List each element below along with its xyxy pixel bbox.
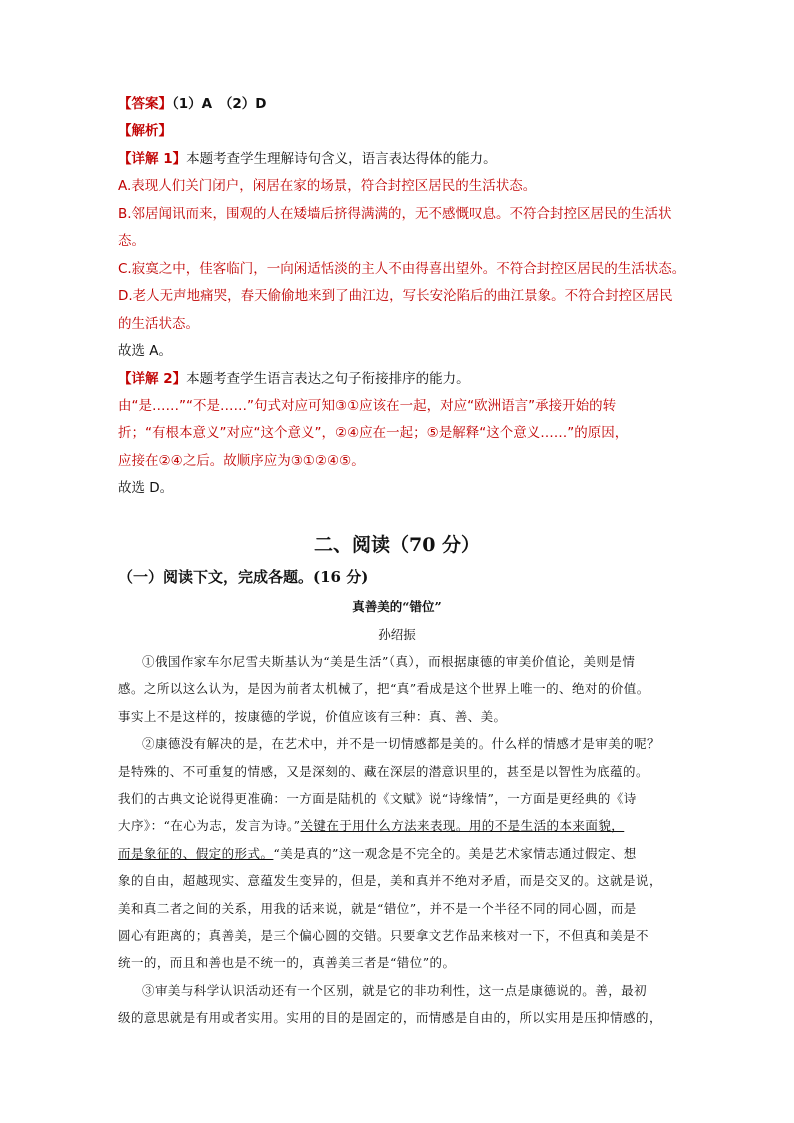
article-title: 真善美的“错位”	[352, 599, 442, 614]
detail2-line: 折；“有根本意义”对应“这个意义”，②④应在一起；⑤是解释“这个意义……”的原因，	[118, 425, 629, 441]
analysis-line	[118, 122, 698, 140]
paragraph-line: 美和真二者之间的关系，用我的话来说，就是“错位”，并不是一个半径不同的同心圆，而是	[118, 900, 637, 916]
answer-text: （1）A （2）D	[172, 96, 267, 112]
detail2-line: 应接在②④之后。故顺序应为③①②④⑤。	[118, 453, 365, 469]
paragraph-text: 大序》：“在心为志，发言为诗。”	[118, 818, 301, 834]
detail1-line: A.表现人们关门闭户，闲居在家的场景，符合封控区居民的生活状态。	[118, 178, 537, 194]
paragraph-line: ①俄国作家车尔尼雪夫斯基认为“美是生活”（真），而根据康德的审美价值论，美则是情	[142, 654, 636, 669]
detail1-tag: 【详解 1】	[118, 151, 187, 167]
section-subtitle: （一）阅读下文，完成各题。(16 分)	[118, 568, 369, 586]
detail2-tag: 【详解 2】	[118, 371, 187, 387]
paragraph-line: 是特殊的、不可重复的情感，又是深刻的、藏在深层的潜意识里的，甚至是以智性为底蕴的。	[118, 763, 649, 779]
detail2-line: 由“是……”“不是……”句式对应可知③①应该在一起，对应“欧洲语言”承接开始的转	[118, 398, 617, 414]
paragraph-line: ②康德没有解决的是，在艺术中，并不是一切情感都是美的。什么样的情感才是审美的呢？	[142, 736, 661, 752]
detail1-heading	[118, 150, 698, 168]
paragraph-line: 我们的古典文论说得更准确：一方面是陆机的《文赋》说“诗缘情”，一方面是更经典的《诗	[118, 790, 637, 806]
paragraph-line: ③审美与科学认识活动还有一个区别，就是它的非功利性，这一点是康德说的。善，最初	[142, 982, 648, 998]
paragraph-line: 感。之所以这么认为，是因为前者太机械了，把“真”看成是这个世界上唯一的、绝对的价值。	[118, 681, 650, 697]
paragraph-line	[118, 812, 708, 839]
detail2-conclusion: 故选 D。	[118, 480, 174, 496]
underlined-sentence: 而是象征的、假定的形式。	[118, 845, 274, 861]
analysis-tag: 【解析】	[118, 123, 172, 139]
detail1-line: 的生活状态。	[118, 316, 199, 332]
paragraph-line: 统一的，而且和善也是不统一的，真善美三者是“错位”的。	[118, 955, 456, 971]
article-author: 孙绍振	[378, 627, 416, 642]
detail1-line: D.老人无声地痛哭，春天偷偷地来到了曲江边，写长安沦陷后的曲江景象。不符合封控区居民	[118, 288, 673, 304]
underlined-sentence: 关键在于用什么方法来表现。用的不是生活的本来面貌，	[300, 818, 625, 834]
answer-line	[118, 95, 698, 113]
detail2-intro: 本题考查学生语言表达之句子衔接排序的能力。	[186, 371, 470, 387]
detail2-heading	[118, 370, 698, 388]
paragraph-line	[118, 840, 708, 867]
section-title: 二、阅读（70 分）	[313, 534, 481, 556]
answer-tag: 【答案】	[118, 96, 172, 112]
article-body	[118, 648, 708, 1031]
paragraph-line: 圆心有距离的；真善美，是三个偏心圆的交错。只要拿文艺作品来核对一下，不但真和美是不	[118, 927, 649, 943]
paragraph-text: “美是真的”这一观念是不完全的。美是艺术家情志通过假定、想	[273, 845, 637, 861]
detail1-line: B.邻居闻讯而来，围观的人在矮墙后挤得满满的，无不感慨叹息。不符合封控区居民的生活状	[118, 206, 672, 222]
paragraph-line: 级的意思就是有用或者实用。实用的目的是固定的，而情感是自由的，所以实用是压抑情感的，	[118, 1010, 662, 1026]
paragraph-line: 象的自由，超越现实、意蕴发生变异的，但是，美和真并不绝对矛盾，而是交叉的。这就是说，	[118, 873, 662, 889]
detail1-line: 态。	[118, 233, 145, 249]
paragraph-line: 事实上不是这样的，按康德的学说，价值应该有三种：真、善、美。	[118, 708, 507, 724]
detail1-conclusion: 故选 A。	[118, 343, 173, 359]
detail1-line: C.寂寞之中，佳客临门，一向闲适恬淡的主人不由得喜出望外。不符合封控区居民的生活状态。	[118, 261, 686, 277]
detail1-intro: 本题考查学生理解诗句含义，语言表达得体的能力。	[186, 151, 497, 167]
